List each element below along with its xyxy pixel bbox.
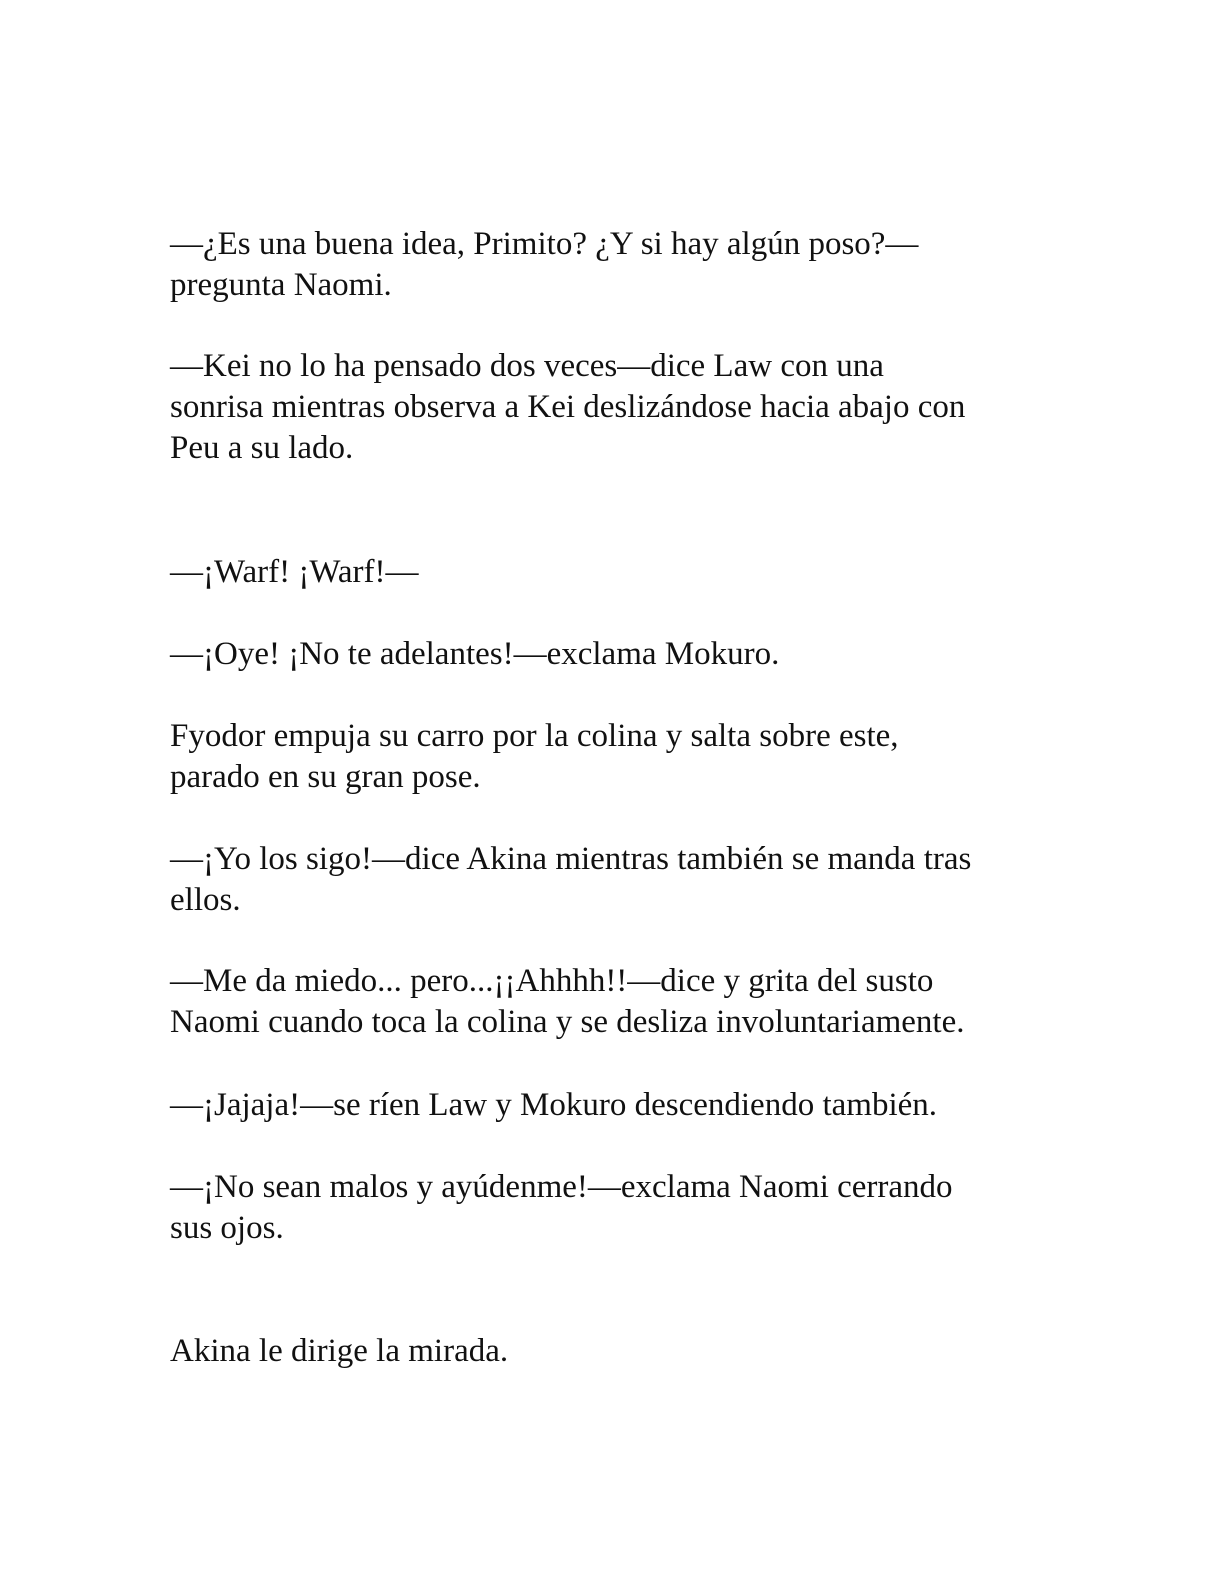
- paragraph-mokuro-exclaim: [170, 634, 1070, 675]
- paragraph-warf: [170, 552, 1070, 593]
- text-line: pregunta Naomi.: [170, 267, 392, 303]
- text-line: Fyodor empuja su carro por la colina y salta sobre este,: [170, 718, 899, 754]
- text-line: sus ojos.: [170, 1210, 284, 1246]
- text-line: Peu a su lado.: [170, 430, 354, 466]
- paragraph-akina-look: [170, 1331, 1070, 1372]
- paragraph-naomi-question: [170, 224, 1070, 306]
- text-line: —¿Es una buena idea, Primito? ¿Y si hay algún poso?—: [170, 226, 919, 262]
- paragraph-naomi-scared: [170, 961, 1070, 1043]
- text-line: Akina le dirige la mirada.: [170, 1333, 509, 1369]
- text-line: parado en su gran pose.: [170, 759, 481, 795]
- text-line: —¡Warf! ¡Warf!—: [170, 554, 419, 590]
- text-line: —¡No sean malos y ayúdenme!—exclama Naomi cerrando: [170, 1169, 953, 1205]
- text-line: sonrisa mientras observa a Kei deslizándose hacia abajo con: [170, 389, 966, 425]
- paragraph-fyodor: [170, 716, 1070, 798]
- text-line: —¡Oye! ¡No te adelantes!—exclama Mokuro.: [170, 636, 780, 672]
- paragraph-laugh: [170, 1085, 1070, 1126]
- text-line: Naomi cuando toca la colina y se desliza involuntariamente.: [170, 1004, 965, 1040]
- text-line: ellos.: [170, 882, 241, 918]
- paragraph-law-smile: [170, 346, 1070, 469]
- text-line: —Kei no lo ha pensado dos veces—dice Law con una: [170, 348, 884, 384]
- paragraph-akina-follow: [170, 839, 1070, 921]
- text-line: —¡Jajaja!—se ríen Law y Mokuro descendiendo también.: [170, 1087, 938, 1123]
- text-line: —¡Yo los sigo!—dice Akina mientras también se manda tras: [170, 841, 972, 877]
- text-line: —Me da miedo... pero...¡¡Ahhhh!!—dice y grita del susto: [170, 963, 934, 999]
- paragraph-naomi-help: [170, 1167, 1070, 1249]
